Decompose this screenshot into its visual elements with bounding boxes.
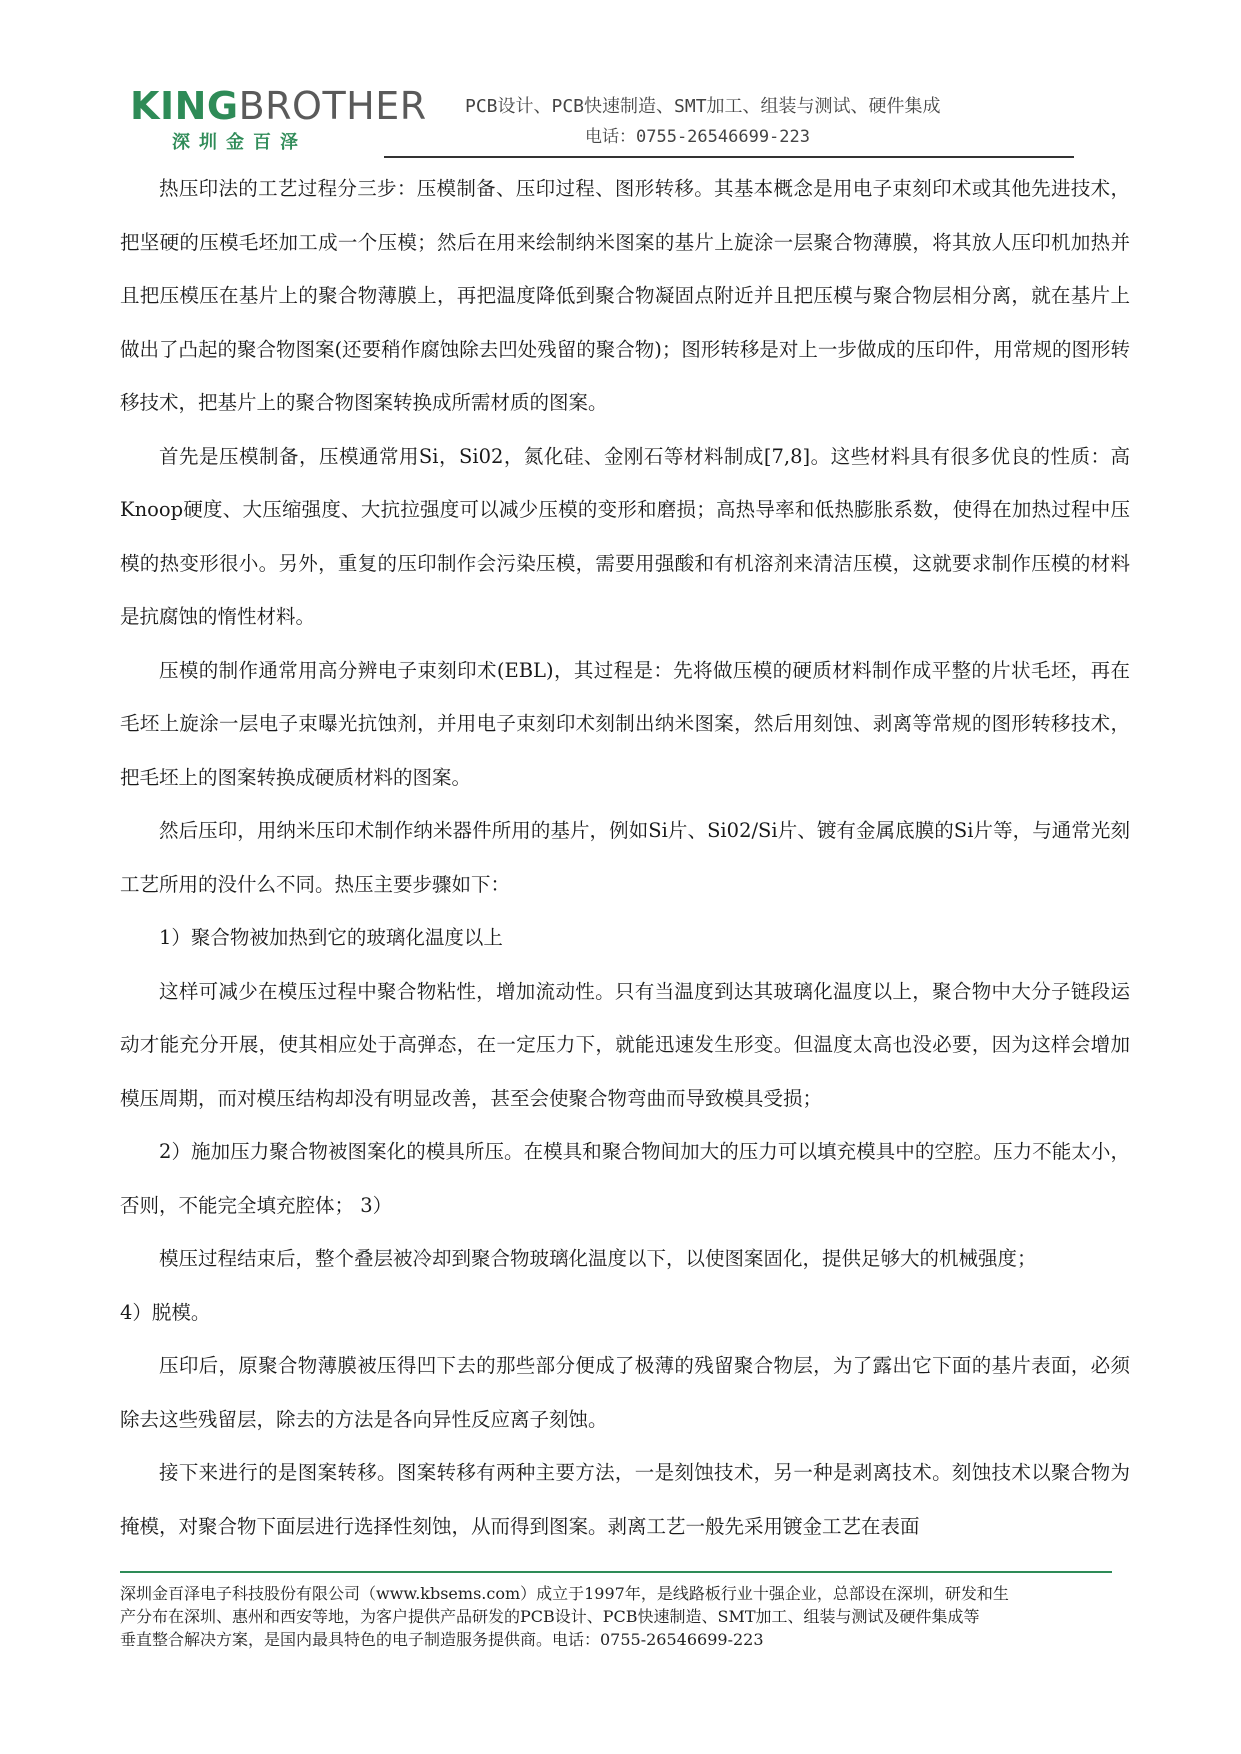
paragraph: 2）施加压力聚合物被图案化的模具所压。在模具和聚合物间加大的压力可以填充模具中的空腔。压力不能太小，否则，不能完全填充腔体； 3） [120,1140,1130,1217]
footer-line: 垂直整合解决方案，是国内最具特色的电子制造服务提供商。电话：0755-26546699-223 [120,1630,764,1649]
paragraph: 压模的制作通常用高分辨电子束刻印术(EBL)，其过程是：先将做压模的硬质材料制作成平整的片状毛坯，再在毛坯上旋涂一层电子束曝光抗蚀剂，并用电子束刻印术刻制出纳米图案，然后用刻蚀、剥离等常规的图形转移技术，把毛坯上的图案转换成硬质材料的图案。 [120,658,1130,789]
paragraph: 首先是压模制备，压模通常用Si，Si02，氮化硅、金刚石等材料制成[7,8]。这些材料具有很多优良的性质：高Knoop硬度、大压缩强度、大抗拉强度可以减少压模的变形和磨损；高热导率和低热膨胀系数，使得在加热过程中压模的热变形很小。另外，重复的压印制作会污染压模，需要用强酸和有机溶剂来清洁压模，这就要求制作压模的材料是抗腐蚀的惰性材料。 [120,444,1130,628]
paragraph: 4）脱模。 [120,1300,211,1324]
logo-chinese-name: 深圳金百泽 [172,132,307,153]
paragraph: 这样可减少在模压过程中聚合物粘性，增加流动性。只有当温度到达其玻璃化温度以上，聚合物中大分子链段运动才能充分开展，使其相应处于高弹态，在一定压力下，就能迅速发生形变。但温度太高也没必要，因为这样会增加模压周期，而对模压结构却没有明显改善，甚至会使聚合物弯曲而导致模具受损； [120,979,1130,1110]
document-body [120,162,1130,1553]
footer-line: 深圳金百泽电子科技股份有限公司（www.kbsems.com）成立于1997年，是线路板行业十强企业，总部设在深圳，研发和生 [120,1584,1009,1603]
logo-wordmark [130,84,427,128]
page-header [120,84,1080,159]
logo-king: KING [130,84,239,128]
header-services: PCB设计、PCB快速制造、SMT加工、组装与测试、硬件集成 [465,96,941,117]
header-divider [384,156,1074,158]
company-logo [130,84,427,153]
paragraph: 热压印法的工艺过程分三步：压模制备、压印过程、图形转移。其基本概念是用电子束刻印术或其他先进技术，把坚硬的压模毛坯加工成一个压模；然后在用来绘制纳米图案的基片上旋涂一层聚合物薄膜，将其放人压印机加热并且把压模压在基片上的聚合物薄膜上，再把温度降低到聚合物凝固点附近并且把压模与聚合物层相分离，就在基片上做出了凸起的聚合物图案(还要稍作腐蚀除去凹处残留的聚合物)；图形转移是对上一步做成的压印件，用常规的图形转移技术，把基片上的聚合物图案转换成所需材质的图案。 [120,177,1130,414]
footer-divider [120,1571,1112,1573]
paragraph: 模压过程结束后，整个叠层被冷却到聚合物玻璃化温度以下，以使图案固化，提供足够大的机械强度； [159,1247,1037,1270]
paragraph: 接下来进行的是图案转移。图案转移有两种主要方法，一是刻蚀技术，另一种是剥离技术。刻蚀技术以聚合物为掩模，对聚合物下面层进行选择性刻蚀，从而得到图案。剥离工艺一般先采用镀金工艺在表面 [120,1461,1130,1538]
logo-brother: BROTHER [238,84,427,128]
page-footer [120,1582,1120,1651]
header-phone: 电话：0755-26546699-223 [585,127,810,147]
paragraph: 1）聚合物被加热到它的玻璃化温度以上 [159,926,503,949]
paragraph: 压印后，原聚合物薄膜被压得凹下去的那些部分便成了极薄的残留聚合物层，为了露出它下面的基片表面，必须除去这些残留层，除去的方法是各向异性反应离子刻蚀。 [120,1354,1130,1431]
paragraph: 然后压印，用纳米压印术制作纳米器件所用的基片，例如Si片、Si02/Si片、镀有金属底膜的Si片等，与通常光刻工艺所用的没什么不同。热压主要步骤如下： [120,819,1130,896]
footer-line: 产分布在深圳、惠州和西安等地，为客户提供产品研发的PCB设计、PCB快速制造、SMT加工、组装与测试及硬件集成等 [120,1607,980,1626]
